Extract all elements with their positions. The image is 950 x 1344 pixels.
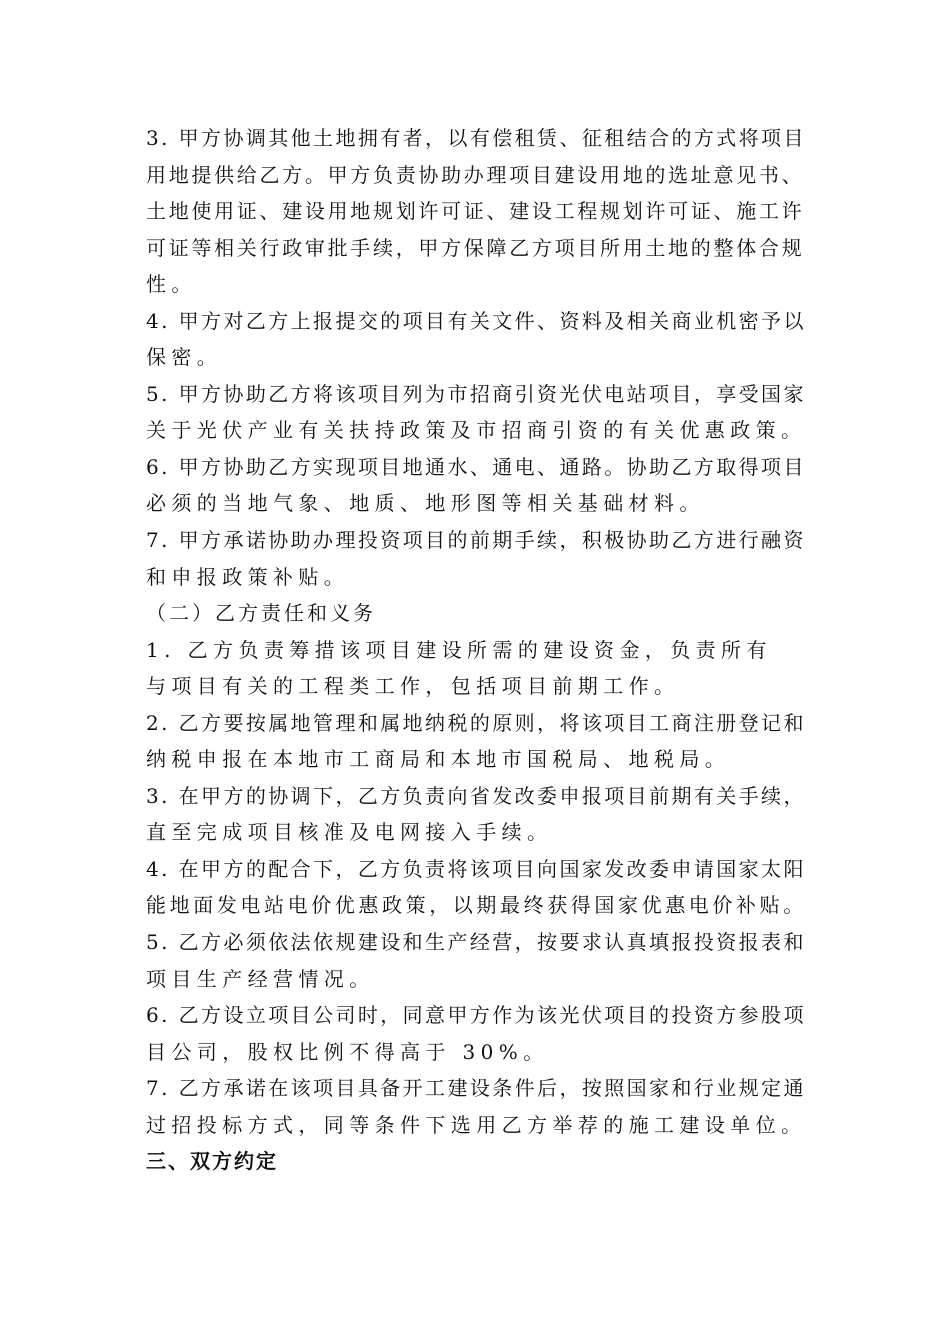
body-line: 4. 甲方对乙方上报提交的项目有关文件、资料及相关商业机密予以 xyxy=(146,308,806,333)
body-line: 性。 xyxy=(146,272,197,297)
section-heading: 三、双方约定 xyxy=(146,1149,278,1174)
body-line: 2. 乙方要按属地管理和属地纳税的原则，将该项目工商注册登记和 xyxy=(146,710,806,735)
body-line: 保密。 xyxy=(146,345,223,370)
body-line: 用地提供给乙方。甲方负责协助办理项目建设用地的选址意见书、 xyxy=(146,162,805,187)
body-line: 7. 甲方承诺协助办理投资项目的前期手续，积极协助乙方进行融资 xyxy=(146,528,806,553)
body-line: 项目生产经营情况。 xyxy=(146,966,375,991)
body-line: 6. 乙方设立项目公司时，同意甲方作为该光伏项目的投资方参股项 xyxy=(146,1003,806,1028)
body-line: 7. 乙方承诺在该项目具备开工建设条件后，按照国家和行业规定通 xyxy=(146,1076,806,1101)
body-line: 可证等相关行政审批手续，甲方保障乙方项目所用土地的整体合规 xyxy=(146,235,805,260)
body-line: 能地面发电站电价优惠政策，以期最终获得国家优惠电价补贴。 xyxy=(146,893,807,918)
body-line: 过招投标方式，同等条件下选用乙方举荐的施工建设单位。 xyxy=(146,1112,807,1137)
body-line: 直至完成项目核准及电网接入手续。 xyxy=(146,820,553,845)
body-line: 和申报政策补贴。 xyxy=(146,564,350,589)
body-line: 纳税申报在本地市工商局和本地市国税局、地税局。 xyxy=(146,747,731,772)
body-line: 6. 甲方协助乙方实现项目地通水、通电、通路。协助乙方取得项目 xyxy=(146,454,806,479)
body-line: 4. 在甲方的配合下，乙方负责将该项目向国家发改委申请国家太阳 xyxy=(146,856,806,881)
subsection-heading: （二）乙方责任和义务 xyxy=(146,601,376,626)
body-line: 必须的当地气象、地质、地形图等相关基础材料。 xyxy=(146,491,705,516)
body-line: 土地使用证、建设用地规划许可证、建设工程规划许可证、施工许 xyxy=(146,199,805,224)
body-line: 5. 甲方协助乙方将该项目列为市招商引资光伏电站项目，享受国家 xyxy=(146,381,806,406)
body-line: 3. 甲方协调其他土地拥有者，以有偿租赁、征租结合的方式将项目 xyxy=(146,126,806,150)
document-body xyxy=(146,120,810,1180)
body-line: 目公司，股权比例不得高于 30%。 xyxy=(146,1039,549,1064)
body-line: 1. 乙方负责筹措该项目建设所需的建设资金，负责所有 xyxy=(146,637,772,662)
body-line: 3. 在甲方的协调下，乙方负责向省发改委申报项目前期有关手续， xyxy=(146,783,806,808)
body-line: 关于光伏产业有关扶持政策及市招商引资的有关优惠政策。 xyxy=(146,418,807,443)
body-line: 与项目有关的工程类工作，包括项目前期工作。 xyxy=(146,674,680,699)
body-line: 5. 乙方必须依法依规建设和生产经营，按要求认真填报投资报表和 xyxy=(146,930,806,955)
